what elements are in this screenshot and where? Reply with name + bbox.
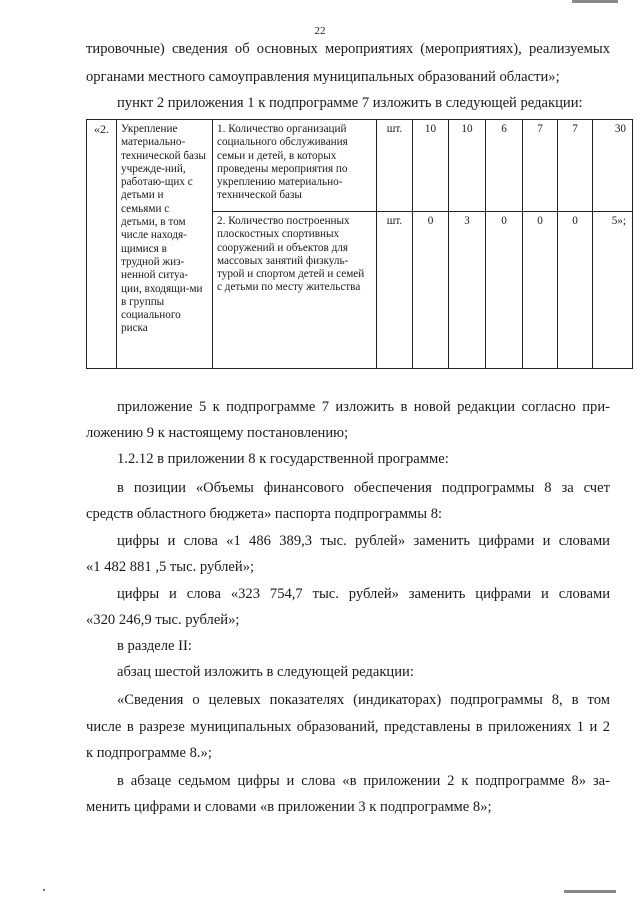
value-cell: 0 [486, 212, 523, 369]
paragraph-line: абзац шестой изложить в следующей редакции: [117, 664, 414, 680]
value-cell: 0 [558, 212, 593, 369]
indicators-table [86, 119, 633, 369]
value-cell: 10 [413, 120, 449, 212]
scan-artifact-dot [43, 889, 45, 891]
paragraph-line: средств областного бюджета» паспорта подпрограммы 8: [86, 506, 443, 522]
indicator-name-cell: 2. Количество построенных плоскостных спортивных сооружений и объектов для массовых занятий физкуль-турой и спортом детей и семей с детьми по месту жительства [213, 212, 377, 369]
unit-cell: шт. [377, 212, 413, 369]
paragraph-line: «1 482 881 ,5 тыс. рублей»; [86, 559, 255, 575]
table-row [87, 120, 633, 212]
value-cell: 0 [523, 212, 558, 369]
unit-cell: шт. [377, 120, 413, 212]
value-cell: 5»; [593, 212, 633, 369]
value-cell: 6 [486, 120, 523, 212]
paragraph-line: в позиции «Объемы финансового обеспечения подпрограммы 8 за счет [117, 480, 610, 496]
paragraph-line: числе в разрезе муниципальных образований, представлены в приложениях 1 и 2 [86, 719, 610, 735]
paragraph-line: в абзаце седьмом цифры и слова «в приложении 2 к подпрограмме 8» за- [117, 773, 610, 789]
paragraph-line: 1.2.12 в приложении 8 к государственной программе: [117, 451, 449, 467]
task-name-cell: Укрепление материально-технической базы учрежде-ний, работаю-щих с детьми и семьями с детьми, в том числе находя-щимися в трудной жиз-ненной ситуа-ции, входящи-ми в группы социального риска [117, 120, 213, 369]
value-cell: 30 [593, 120, 633, 212]
paragraph-line: пункт 2 приложения 1 к подпрограмме 7 изложить в следующей редакции: [117, 95, 583, 111]
paragraph-line: менить цифрами и словами «в приложении 3 к подпрограмме 8»; [86, 799, 492, 815]
paragraph-line: «320 246,9 тыс. рублей»; [86, 612, 240, 628]
paragraph-line: органами местного самоуправления муниципальных образований области»; [86, 69, 560, 85]
paragraph-line: цифры и слова «323 754,7 тыс. рублей» заменить цифрами и словами [117, 586, 610, 602]
value-cell: 7 [558, 120, 593, 212]
value-cell: 7 [523, 120, 558, 212]
paragraph-line: цифры и слова «1 486 389,3 тыс. рублей» заменить цифрами и словами [117, 533, 610, 549]
paragraph-line: в разделе II: [117, 638, 192, 654]
indicator-name-cell: 1. Количество организаций социального обслуживания семьи и детей, в которых проведены мероприятия по укреплению материально-технической базы [213, 120, 377, 212]
paragraph-line: ложению 9 к настоящему постановлению; [86, 425, 349, 441]
paragraph-line: приложение 5 к подпрограмме 7 изложить в новой редакции согласно при- [117, 399, 610, 415]
scan-artifact-bottom [564, 890, 616, 893]
paragraph-line: к подпрограмме 8.»; [86, 745, 212, 761]
paragraph-line: «Сведения о целевых показателях (индикаторах) подпрограммы 8, в том [117, 692, 610, 708]
scan-artifact-top [572, 0, 618, 3]
value-cell: 3 [449, 212, 486, 369]
row-number-cell: «2. [87, 120, 117, 369]
page-number: 22 [314, 25, 326, 37]
value-cell: 0 [413, 212, 449, 369]
paragraph-line: тировочные) сведения об основных мероприятиях (мероприятиях), реализуемых [86, 41, 610, 57]
value-cell: 10 [449, 120, 486, 212]
